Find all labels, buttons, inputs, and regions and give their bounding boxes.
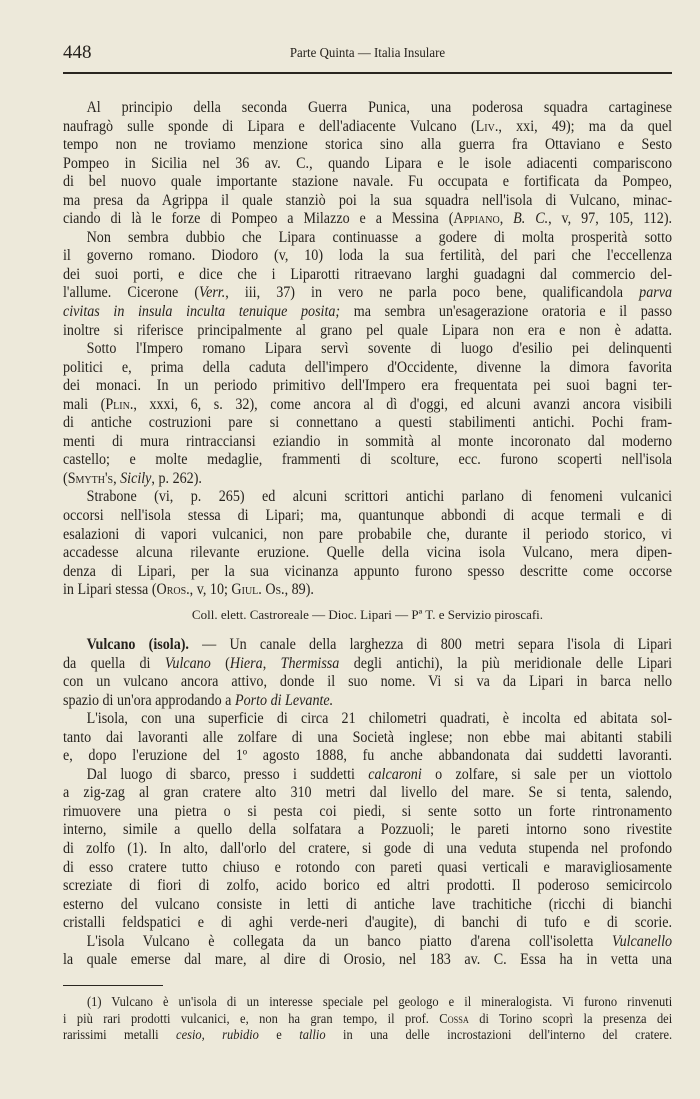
footnote-paragraph <box>63 994 672 1044</box>
text-line <box>63 210 672 229</box>
text-segment: , <box>262 654 281 672</box>
text-segment: il governo romano. Diodoro (v, 10) loda la sua fertilità, del pari che l'eccellenza <box>63 247 673 265</box>
text-segment: a zig-zag al gran cratere alto 310 metri dal livello del mare. Se si tenta, salendo, <box>63 784 673 802</box>
paragraph <box>63 488 672 599</box>
text-segment: (1) Vulcano è un'isola di un interesse speciale pel geologo e il mineralogista. Vi furono rinvenuti <box>86 994 673 1009</box>
text-segment: dei monaci. In un periodo primitivo dell'Impero era frequentata pei suoi bagni ter- <box>63 377 673 395</box>
italic-text: Verr. <box>199 284 226 302</box>
text-segment: occorsi nell'isola stessa di Lipari; ma, quantunque abbondi di acque termali e di <box>63 507 673 525</box>
text-segment: ( <box>63 469 68 487</box>
text-line <box>63 1027 672 1044</box>
text-segment: da quella di <box>63 654 165 672</box>
text-line <box>63 526 672 545</box>
text-line <box>63 340 672 359</box>
italic-text: Vulcanello <box>612 932 673 950</box>
italic-text: Porto di Levante. <box>234 691 334 709</box>
text-segment: , v, 10; <box>189 581 232 599</box>
small-caps-text: Smyth's <box>67 469 114 487</box>
text-segment: naufragò sulle sponde di Lipara e dell'adiacente Vulcano ( <box>63 117 476 135</box>
text-segment: di zolfo (1). In alto, dall'orlo del cratere, si gode di una veduta stupenda nel profondo <box>63 840 673 858</box>
text-segment: L'isola Vulcano è collegata da un banco piatto d'arena coll'isoletta <box>86 932 613 950</box>
text-line <box>63 359 672 378</box>
text-line <box>63 729 672 748</box>
italic-text: B. C. <box>513 210 549 228</box>
text-line <box>63 896 672 915</box>
text-segment: con un vulcano ancora attivo, donde il suo nome. Vi si va da Lipari in barca nello <box>63 673 673 691</box>
text-line <box>63 692 672 711</box>
text-segment: Sotto l'Impero romano Lipara servì sovente di luogo d'esilio pei delinquenti <box>86 340 673 358</box>
text-segment: in Lipari stessa ( <box>63 581 157 599</box>
text-line <box>63 821 672 840</box>
italic-text: calcaroni <box>368 765 422 783</box>
text-line <box>63 766 672 785</box>
text-line <box>63 914 672 933</box>
text-line <box>63 840 672 859</box>
text-line <box>63 563 672 582</box>
text-segment: politici e, prima della caduta dell'impero d'Occidente, divenne la dimora favorita <box>63 358 673 376</box>
italic-text: Thermissa <box>280 654 340 672</box>
text-segment: e <box>258 1027 300 1043</box>
text-line <box>63 377 672 396</box>
text-segment: , <box>499 210 514 228</box>
paragraph <box>63 340 672 488</box>
text-segment: screziate di fiori di zolfo, acido borico ed altri prodotti. Il poderoso semicircolo <box>63 877 673 895</box>
text-line <box>63 994 672 1011</box>
text-segment: , <box>113 469 121 487</box>
text-segment: l'allume. Cicerone ( <box>63 284 200 302</box>
italic-text: Vulcano <box>164 654 211 672</box>
paragraph <box>63 99 672 229</box>
text-line <box>63 951 672 970</box>
italic-text: Hiera <box>229 654 263 672</box>
text-segment: rarissimi metalli <box>63 1027 177 1043</box>
text-line <box>63 99 672 118</box>
text-segment: castello; e molte medaglie, frammenti di scolture, ecc. furono scoperti nell'isola <box>63 451 673 469</box>
text-segment: Non sembra dubbio che Lipara continuasse a godere di molta prosperità sotto <box>86 228 673 246</box>
text-line <box>63 396 672 415</box>
text-line <box>63 414 672 433</box>
text-segment: o zolfare, si sale per un viottolo <box>421 765 673 783</box>
small-caps-text: Appiano <box>453 210 500 228</box>
section-note: Coll. elett. Castroreale — Dioc. Lipari — Pª T. e Servizio piroscafi. <box>191 607 544 622</box>
text-segment: Al principio della seconda Guerra Punica, una poderosa squadra cartaginese <box>86 99 673 116</box>
small-caps-text: Oros. <box>156 581 190 599</box>
header-rule <box>63 72 672 74</box>
text-line <box>63 507 672 526</box>
text-line <box>63 303 672 322</box>
text-segment: , p. 262). <box>151 469 202 487</box>
paragraph <box>63 229 672 340</box>
text-line <box>63 710 672 729</box>
text-line <box>63 655 672 674</box>
text-segment: di Torino scoprì la presenza dei <box>468 1010 673 1026</box>
text-line <box>63 451 672 470</box>
paragraph <box>63 710 672 766</box>
text-segment: accadesse alcuna rilevante eruzione. Quelle della vicina isola Vulcano, mera dipen- <box>63 544 673 562</box>
text-line <box>63 173 672 192</box>
text-segment: ma presa da Agrippa il quale stanziò poi la sua squadra nell'isola di Vulcano, minac- <box>63 191 673 209</box>
paragraph <box>63 636 672 710</box>
italic-text: parva <box>639 284 673 302</box>
text-segment: esterno del vulcano consiste in letti di antiche lave trachitiche (ricchi di bianchi <box>63 895 673 913</box>
text-segment: , xxi, 49); ma da quel <box>498 117 673 135</box>
text-line <box>63 322 672 341</box>
text-segment: ciando di là le forze di Pompeo a Milazzo e a Messina ( <box>63 210 454 228</box>
text-line <box>63 803 672 822</box>
text-segment: Dal luogo di sbarco, presso i suddetti <box>86 765 369 783</box>
text-segment: cristalli feldspatici e di aghi verde-neri d'augite), di banchi di tufo e di scorie. <box>63 914 673 932</box>
text-line <box>63 859 672 878</box>
text-segment: mali ( <box>63 395 106 413</box>
text-line <box>63 433 672 452</box>
text-line <box>63 581 672 600</box>
text-segment: tanto dai lavoranti alle zolfare di una Società inglese; non ebbe mai abitanti stabili <box>63 728 673 746</box>
text-line <box>63 673 672 692</box>
small-caps-text: Plin. <box>105 395 134 413</box>
italic-text: civitas in insula inculta tenuique posita; <box>63 303 341 321</box>
text-segment: i più rari prodotti vulcanici, e, non ha gran tempo, il prof. <box>63 1010 440 1026</box>
running-title: Parte Quinta — Italia Insulare <box>289 46 446 61</box>
text-line <box>63 118 672 137</box>
text-segment: tempo non ne troviamo menzione storica sino alla guerra fra Ottaviano e Sesto <box>63 136 673 154</box>
text-segment: menti di mura rintracciansi eziandio in sommità al monte incoronato dal moderno <box>63 432 673 450</box>
text-line <box>63 636 672 655</box>
text-segment: ( <box>210 654 230 672</box>
paragraph <box>63 766 672 933</box>
text-segment: , xxxi, 6, s. 32), come ancora al dì d'oggi, ed alcuni avanzi ancora visibili <box>133 395 673 413</box>
text-line <box>63 284 672 303</box>
small-caps-text: Giul. Os. <box>231 581 285 599</box>
body-text-top <box>63 99 672 600</box>
text-line <box>63 933 672 952</box>
text-segment: inoltre si riferisce principalmente al grano pel quale Lipara non era e non è adatta. <box>63 321 673 339</box>
small-caps-text: Cossa <box>439 1010 469 1026</box>
text-line <box>63 1011 672 1028</box>
text-segment: di esso cratere tutto chiuso e rotondo con pareti quasi verticali e maravigliosamente <box>63 858 673 876</box>
text-segment: Pompeo in Sicilia nel 36 av. C., quando Lipara e le isole adiacenti compariscono <box>63 154 673 172</box>
page-number: 448 <box>63 42 92 63</box>
text-line <box>63 877 672 896</box>
text-line <box>63 747 672 766</box>
paragraph <box>63 933 672 970</box>
text-line <box>63 192 672 211</box>
text-segment: in una delle incrostazioni dell'interno del cratere. <box>325 1027 673 1043</box>
text-segment: , 89). <box>284 581 314 599</box>
text-line <box>63 266 672 285</box>
text-line <box>63 247 672 266</box>
text-segment: L'isola, con una superficie di circa 21 chilometri quadrati, è incolta ed abitata sol- <box>86 710 673 728</box>
italic-text: tallio <box>299 1027 326 1043</box>
text-line <box>63 229 672 248</box>
text-line <box>63 544 672 563</box>
small-caps-text: Liv. <box>475 117 499 135</box>
text-segment: esalazioni di vapori vulcanici, non pare probabile che, durante il periodo storico, vi <box>63 525 673 543</box>
text-segment: dei suoi porti, e dice che i Liparotti ritraevano larghi guadagni dal commercio del- <box>63 265 673 283</box>
footnote-rule <box>63 985 163 986</box>
text-segment: e, dopo l'eruzione del 1º agosto 1888, fu anche abbandonata dai suddetti lavoranti. <box>63 747 673 765</box>
text-line <box>63 784 672 803</box>
text-segment: — Un canale della larghezza di 800 metri separa l'isola di Lipari <box>188 636 673 653</box>
text-segment: ma sembra un'esagerazione oratoria e il passo <box>340 303 673 321</box>
text-segment: , v, 97, 105, 112). <box>548 210 673 228</box>
text-segment: degli antichi), la più meridionale delle Lipari <box>339 654 673 672</box>
text-segment: la quale emerse dal mare, al dire di Orosio, nel 183 av. C. Essa ha in vetta una <box>63 951 673 969</box>
italic-text: cesio, rubidio <box>176 1027 259 1043</box>
text-line <box>63 155 672 174</box>
text-segment: rimuovere una pietra o si pesta coi piedi, si sente sotto un forte rintronamento <box>63 802 673 820</box>
footnote <box>63 994 672 1044</box>
text-segment: di antiche costruzioni pare si connettano a questi stabilimenti antichi. Pochi fram- <box>63 414 673 432</box>
text-segment: denza di Lipari, per la sua vicinanza appunto furono spesso descritte come occorse <box>63 562 673 580</box>
text-segment: spazio di un'ora approdando a <box>63 691 235 709</box>
text-line <box>63 488 672 507</box>
bold-heading: Vulcano (isola). <box>86 636 189 653</box>
text-segment: , iii, 37) in vero ne parla poco bene, qualificandola <box>225 284 640 302</box>
text-segment: interno, simile a quello della solfatara a Pozzuoli; le pareti intorno sono rivestite <box>63 821 673 839</box>
text-line <box>63 136 672 155</box>
body-text-bottom <box>63 636 672 970</box>
italic-text: Sicily <box>120 469 152 487</box>
text-segment: Strabone (vi, p. 265) ed alcuni scrittori antichi parlano di fenomeni vulcanici <box>86 488 673 506</box>
text-line <box>63 470 672 489</box>
text-segment: di bel nuovo quale importante stazione navale. Fu occupata e fortificata da Pompeo, <box>63 173 673 191</box>
